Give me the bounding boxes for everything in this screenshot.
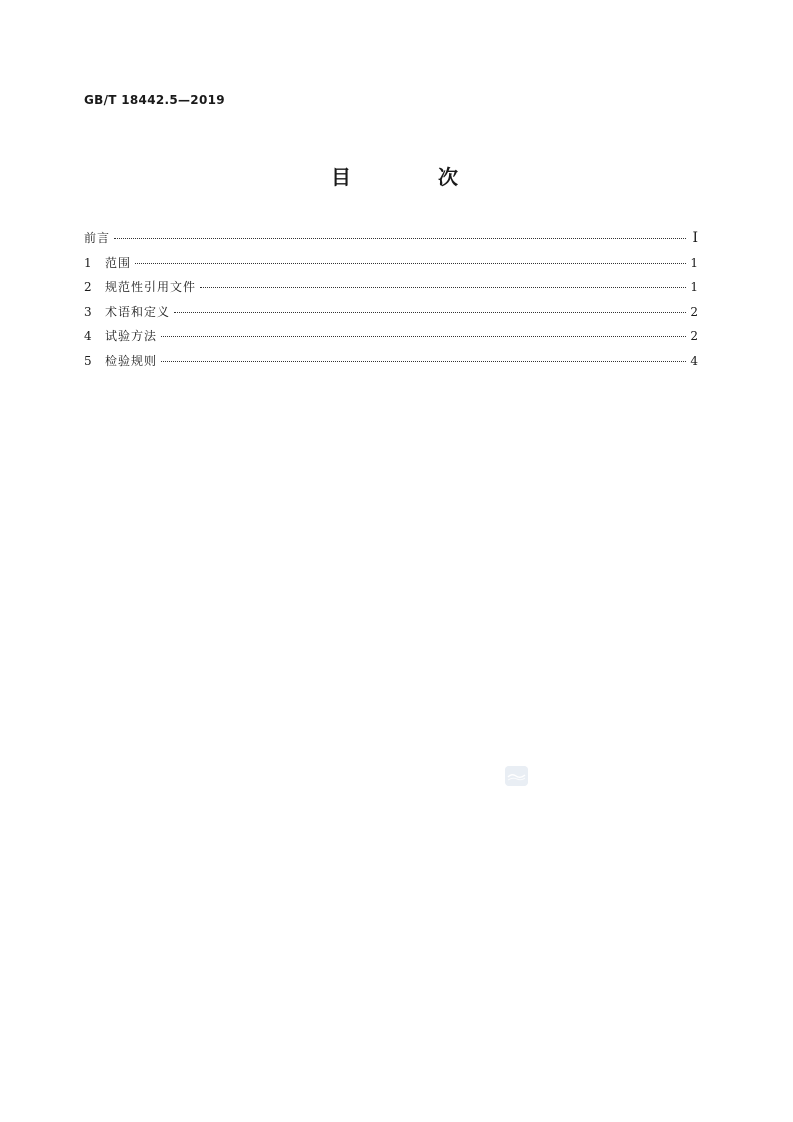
toc-leader-dots xyxy=(174,312,686,313)
toc-entry-page: I xyxy=(692,230,698,246)
toc-entry-number: 3 xyxy=(84,304,92,319)
toc-entry-text: 前言 xyxy=(84,231,111,245)
toc-entry-page: 1 xyxy=(690,255,698,270)
toc-leader-dots xyxy=(161,336,686,337)
toc-entry-normative-references[interactable] xyxy=(84,277,698,302)
toc-entry-text: 术语和定义 xyxy=(105,304,171,319)
toc-entry-page: 4 xyxy=(690,353,698,368)
toc-entry-text: 检验规则 xyxy=(105,353,158,368)
toc-entry-text: 规范性引用文件 xyxy=(105,280,197,294)
snc-logo-svg xyxy=(505,766,528,786)
toc-entry-number: 2 xyxy=(84,280,92,294)
toc-entry-foreword[interactable] xyxy=(84,228,698,253)
toc-title: 目 次 xyxy=(331,165,498,189)
toc-entry-text: 试验方法 xyxy=(105,329,158,343)
standard-number: GB/T 18442.5—2019 xyxy=(84,93,225,107)
toc-entry-test-methods[interactable] xyxy=(84,326,698,351)
toc-entry-page: 1 xyxy=(690,280,698,294)
toc-entry-number: 1 xyxy=(84,255,92,270)
snc-logo-icon xyxy=(505,766,528,786)
toc-entry-terms-definitions[interactable] xyxy=(84,302,698,327)
toc-entry-number: 4 xyxy=(84,329,92,343)
toc-entry-inspection-rules[interactable] xyxy=(84,351,698,376)
toc-leader-dots xyxy=(114,238,686,239)
toc-entry-page: 2 xyxy=(690,329,698,343)
toc-entry-number: 5 xyxy=(84,353,92,368)
toc-leader-dots xyxy=(200,287,686,288)
toc-entry-text: 范围 xyxy=(105,255,132,270)
toc-leader-dots xyxy=(161,361,686,362)
toc-entry-scope[interactable] xyxy=(84,253,698,278)
toc-list xyxy=(84,228,698,375)
toc-leader-dots xyxy=(135,263,686,264)
toc-entry-page: 2 xyxy=(690,304,698,319)
